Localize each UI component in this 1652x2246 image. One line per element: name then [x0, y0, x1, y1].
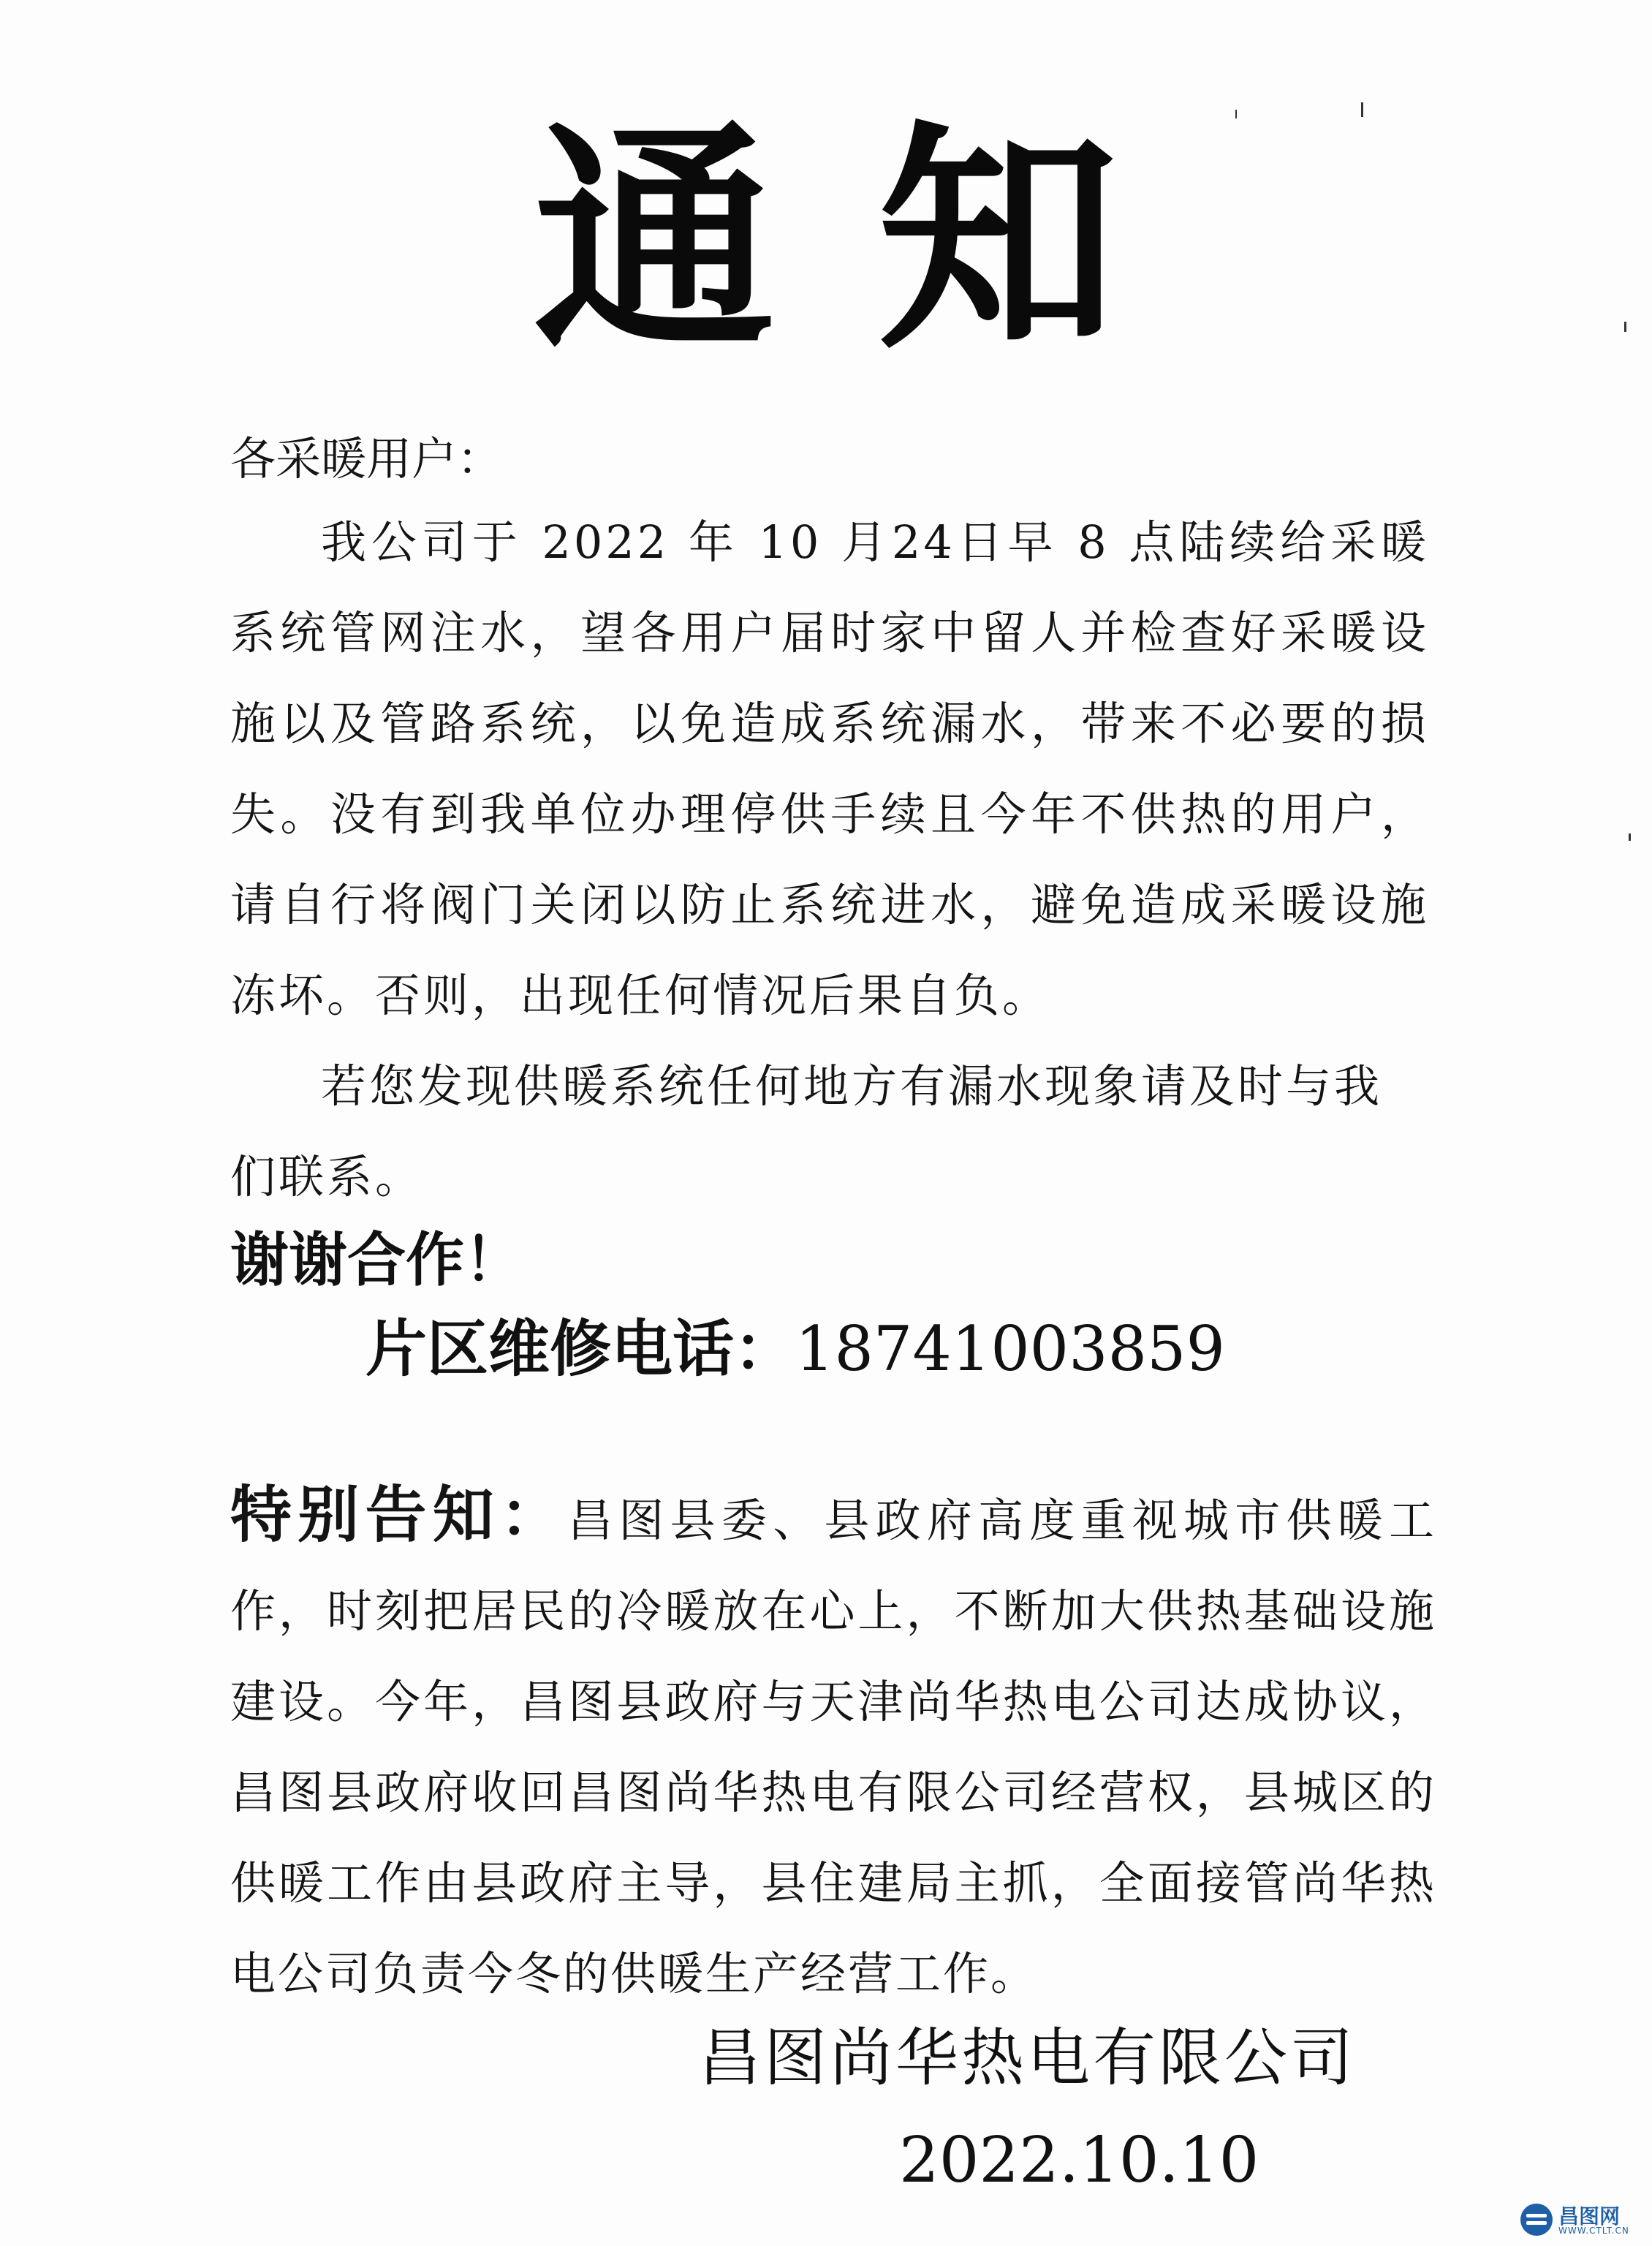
watermark-name: 昌图网 — [1558, 2204, 1621, 2228]
logo-icon — [1520, 2204, 1553, 2236]
scan-speck — [1235, 110, 1237, 118]
paragraph-1: 我公司于 2022 年 10 月24日早 8 点陆续给采暖系统管网注水，望各用户届时家中留人并检查好采暖设施以及管路系统，以免造成系统漏水，带来不必要的损失。没有到我单位办理停供手续且今年不供热的用户，请自行将阀门关闭以防止系统进水，避免造成采暖设施冻坏。否则，出现任何情况后果自负。 — [230, 515, 1429, 1022]
special-heading: 特别告知： — [230, 1479, 568, 1551]
site-watermark — [1520, 2199, 1637, 2240]
repair-phone — [365, 1301, 1225, 1396]
notice-title: 通知 — [534, 101, 1221, 382]
special-text: 昌图县委、县政府高度重视城市供暖工作，时刻把居民的冷暖放在心上，不断加大供热基础设施建设。今年，昌图县政府与天津尚华热电公司达成协议，昌图县政府收回昌图尚华热电有限公司经营权，县城区的供暖工作由县政府主导，县住建局主抓，全面接管尚华热电公司负责今冬的供暖生产经营工作。 — [230, 1494, 1436, 2000]
greeting: 各采暖用户： — [230, 432, 503, 485]
special-notice — [230, 1470, 1436, 2019]
thanks-line: 谢谢合作！ — [230, 1226, 523, 1294]
signature-date: 2022.10.10 — [899, 2124, 1259, 2197]
watermark-url: WWW.CTLT.CN — [1558, 2226, 1629, 2236]
phone-label: 片区维修电话： — [365, 1313, 796, 1385]
scan-speck — [1624, 322, 1626, 332]
phone-number: 18741003859 — [795, 1313, 1225, 1385]
paragraph-2: 若您发现供暖系统任何地方有漏水现象请及时与我们联系。 — [230, 1059, 1383, 1203]
scan-speck — [1361, 102, 1363, 117]
scan-speck — [1629, 833, 1631, 841]
company-signature: 昌图尚华热电有限公司 — [698, 2022, 1356, 2095]
